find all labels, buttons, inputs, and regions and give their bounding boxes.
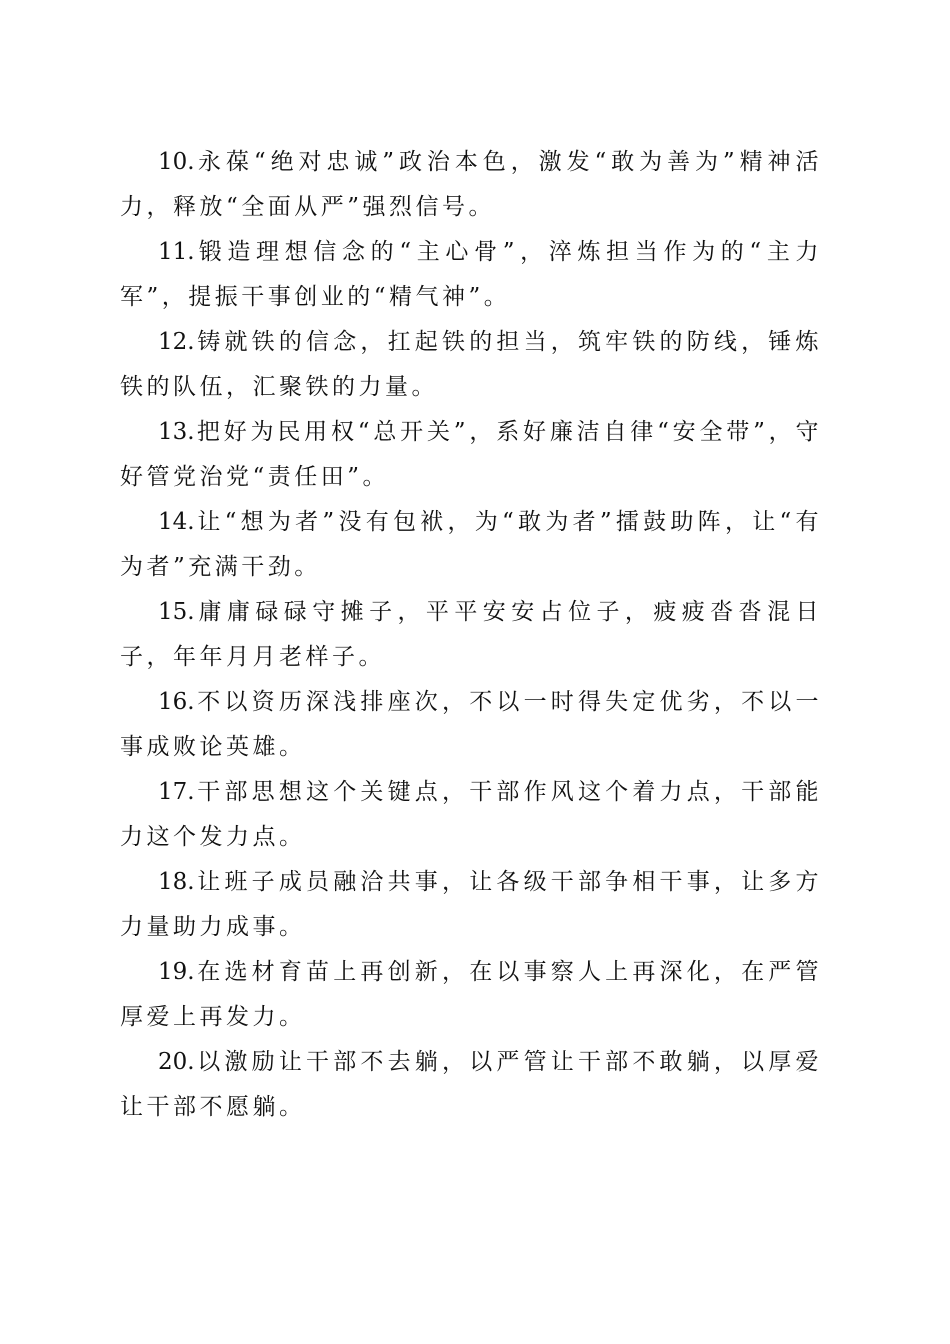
paragraph-text: 锻造理想信念的“主心骨”，淬炼担当作为的“主力军”，提振干事创业的“精气神”。 <box>120 239 822 310</box>
paragraph-number: 17. <box>158 779 195 805</box>
paragraph-10 <box>120 140 822 230</box>
paragraph-14 <box>120 500 822 590</box>
paragraph-text: 让班子成员融洽共事，让各级干部争相干事，让多方力量助力成事。 <box>120 869 822 940</box>
document-body <box>120 140 822 1130</box>
paragraph-number: 15. <box>158 599 195 625</box>
paragraph-text: 在选材育苗上再创新，在以事察人上再深化，在严管厚爱上再发力。 <box>120 959 822 1030</box>
paragraph-number: 16. <box>158 689 195 715</box>
paragraph-text: 让“想为者”没有包袱，为“敢为者”擂鼓助阵，让“有为者”充满干劲。 <box>120 509 822 580</box>
paragraph-19 <box>120 950 822 1040</box>
paragraph-15 <box>120 590 822 680</box>
paragraph-13 <box>120 410 822 500</box>
paragraph-17 <box>120 770 822 860</box>
paragraph-16 <box>120 680 822 770</box>
paragraph-number: 10. <box>158 149 195 175</box>
paragraph-text: 以激励让干部不去躺，以严管让干部不敢躺，以厚爱让干部不愿躺。 <box>120 1049 822 1120</box>
paragraph-number: 11. <box>158 239 195 265</box>
paragraph-text: 永葆“绝对忠诚”政治本色，激发“敢为善为”精神活力，释放“全面从严”强烈信号。 <box>120 149 822 220</box>
paragraph-11 <box>120 230 822 320</box>
paragraph-number: 14. <box>158 509 195 535</box>
paragraph-text: 铸就铁的信念，扛起铁的担当，筑牢铁的防线，锤炼铁的队伍，汇聚铁的力量。 <box>120 329 822 400</box>
paragraph-12 <box>120 320 822 410</box>
paragraph-number: 12. <box>158 329 195 355</box>
paragraph-text: 不以资历深浅排座次，不以一时得失定优劣，不以一事成败论英雄。 <box>120 689 822 760</box>
paragraph-number: 20. <box>158 1049 195 1075</box>
paragraph-number: 18. <box>158 869 195 895</box>
paragraph-text: 庸庸碌碌守摊子，平平安安占位子，疲疲沓沓混日子，年年月月老样子。 <box>120 599 822 670</box>
paragraph-number: 13. <box>158 419 195 445</box>
paragraph-text: 干部思想这个关键点，干部作风这个着力点，干部能力这个发力点。 <box>120 779 822 850</box>
paragraph-18 <box>120 860 822 950</box>
paragraph-text: 把好为民用权“总开关”，系好廉洁自律“安全带”，守好管党治党“责任田”。 <box>120 419 822 490</box>
paragraph-number: 19. <box>158 959 195 985</box>
paragraph-20 <box>120 1040 822 1130</box>
